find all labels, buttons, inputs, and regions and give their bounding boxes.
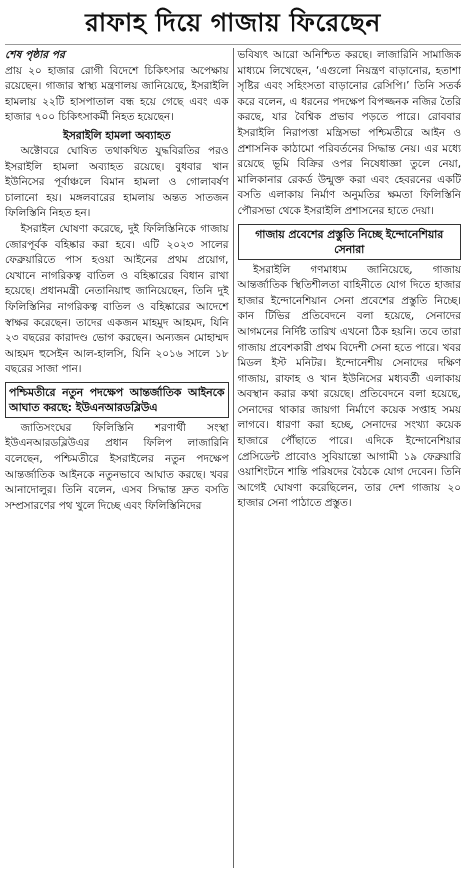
paragraph-3: ইসরাইল ঘোষণা করেছে, দুই ফিলিস্তিনিকে গাজায় জোরপূর্বক বহিষ্কার করা হবে। এটি ২০২৩ সালের ফেব্রুয়ারিতে পাস হওয়া আইনের প্রথম প্রয়োগ, যেখানে নাগরিকত্ব বাতিল ও বহিষ্কারের বিধান রাখা হয়েছে। প্রধানমন্ত্রী নেতানিয়াহু জানিয়েছেন, তিনি দুই ফিলিস্তিনির নাগরিকত্ব বাতিল ও বহিষ্কারের আদেশে স্বাক্ষর করেছেন। তাদের একজন মাহমুদ আহমদ, যিনি ২৩ বছরের কারাদণ্ড ভোগ করছেন। অন্যজন মোহাম্মদ আহমদ হুসেইন আল-হালসি, যিনি ২০১৬ সালে ১৮ বছরের সাজা পান। [5, 222, 229, 376]
paragraph-6: ইসরাইলি গণমাধ্যম জানিয়েছে, গাজায় আন্তর্জাতিক স্থিতিশীলতা বাহিনীতে যোগ দিতে হাজার হাজার ইন্দোনেশিয়ান সেনা প্রবেশের প্রস্তুতি নিচ্ছে। কান টিভির প্রতিবেদনে বলা হয়েছে, সেনাদের আগমনের নির্দিষ্ট তারিখ এখনো ঠিক হয়নি। তবে তারা গাজায় প্রবেশকারী প্রথম বিদেশী সেনা হতে পারে। খবর মিডল ইস্ট মনিটর। ইন্দোনেশীয় সেনাদের দক্ষিণ গাজায়, রাফাহ ও খান ইউনিসের মধ্যবর্তী এলাকায় অবস্থান করার কথা রয়েছে। প্রতিবেদনে বলা হয়েছে, সেনাদের থাকার জায়গা নির্মাণে কয়েক সপ্তাহ সময় লাগবে। ধারণা করা হচ্ছে, সেনাদের সংখ্যা কয়েক হাজারে পৌঁছাতে পারে। এদিকে ইন্দোনেশিয়ার প্রেসিডেন্ট প্রাবোও সুবিয়ান্তো আগামী ১৯ ফেব্রুয়ারি ওয়াশিংটনে শান্তি পরিষদের বৈঠকে যোগ দেবেন। তিনি আগেই ঘোষণা করেছিলেন, তার দেশ গাজায় ২০ হাজার সেনা পাঠাতে প্রস্তুত। [237, 263, 461, 510]
subheading-box-unrwa [5, 382, 229, 418]
subheading-attacks-continue: ইসরাইলি হামলা অব্যাহত [63, 128, 171, 142]
subheading-indonesian-troops: গাজায় প্রবেশের প্রস্তুতি নিচ্ছে ইন্দোনেশিয়ার সেনারা [255, 227, 444, 256]
subheading-box-indonesia [238, 224, 462, 260]
paragraph-2: অক্টোবরে ঘোষিত তথাকথিত যুদ্ধবিরতির পরও ইসরাইলি হামলা অব্যাহত রয়েছে। বুধবার খান ইউনিসের পূর্বাঞ্চলে বিমান হামলা ও গোলাবর্ষণ চালানো হয়। মঙ্গলবারের হামলায় অন্তত সাতজন ফিলিস্তিনি নিহত হন। [5, 144, 229, 220]
paragraph-4: জাতিসংঘের ফিলিস্তিনি শরণার্থী সংস্থা ইউএনআরডব্লিউএর প্রধান ফিলিপ লাজারিনি বলেছেন, পশ্চিমতীরে ইসরাইলের নতুন পদক্ষেপ আন্তর্জাতিক আইনকে নতুনভাবে আঘাত করছে। খবর আনাদোলুর। তিনি বলেন, এসব সিদ্ধান্ত দ্রুত বসতি সম্প্রসারণের পথ খুলে দিচ্ছে এবং ফিলিস্তিনিদের [5, 421, 229, 512]
left-column [5, 48, 233, 868]
paragraph-5: ভবিষ্যৎ আরো অনিশ্চিত করছে। লাজারিনি সামাজিক মাধ্যমে লিখেছেন, ‘এগুলো নিয়ন্ত্রণ বাড়ানোর, হতাশা সৃষ্টির এবং সহিংসতা বাড়ানোর রেসিপি।’ তিনি সতর্ক করে বলেন, এ ধরনের পদক্ষেপ বিপজ্জনক নজির তৈরি করছে, যার বৈশ্বিক প্রভাব পড়তে পারে। রোববার ইসরাইলি নিরাপত্তা মন্ত্রিসভা পশ্চিমতীরে আইন ও প্রশাসনিক কাঠামো পরিবর্তনের সিদ্ধান্ত নেয়। এর মধ্যে রয়েছে ভূমি বিক্রির ওপর নিষেধাজ্ঞা তুলে নেয়া, মালিকানার রেকর্ড উন্মুক্ত করা এবং হেবরনের একটি বসতি এলাকায় নির্মাণ অনুমতির ক্ষমতা ফিলিস্তিনি পৌরসভা থেকে ইসরাইলি প্রশাসনের হাতে দেয়া। [237, 49, 461, 217]
continuation-byline: শেষ পৃষ্ঠার পর [5, 49, 65, 61]
paragraph-1: প্রায় ২০ হাজার রোগী বিদেশে চিকিৎসার অপেক্ষায় রয়েছেন। গাজার স্বাস্থ্য মন্ত্রণালয় জানিয়েছে, ইসরাইলি হামলায় ২২টি হাসপাতাল বন্ধ হয়ে গেছে এবং এক হাজার ৭০০ চিকিৎসাকর্মী নিহত হয়েছেন। [5, 64, 229, 124]
article-columns [5, 48, 461, 868]
right-column [234, 48, 462, 868]
subheading-unrwa: পশ্চিমতীরে নতুন পদক্ষেপ আন্তর্জাতিক আইনকে আঘাত করছে: ইউএনআরডব্লিউএ [9, 385, 225, 414]
headline: রাফাহ দিয়ে গাজায় ফিরেছেন [5, 4, 461, 45]
